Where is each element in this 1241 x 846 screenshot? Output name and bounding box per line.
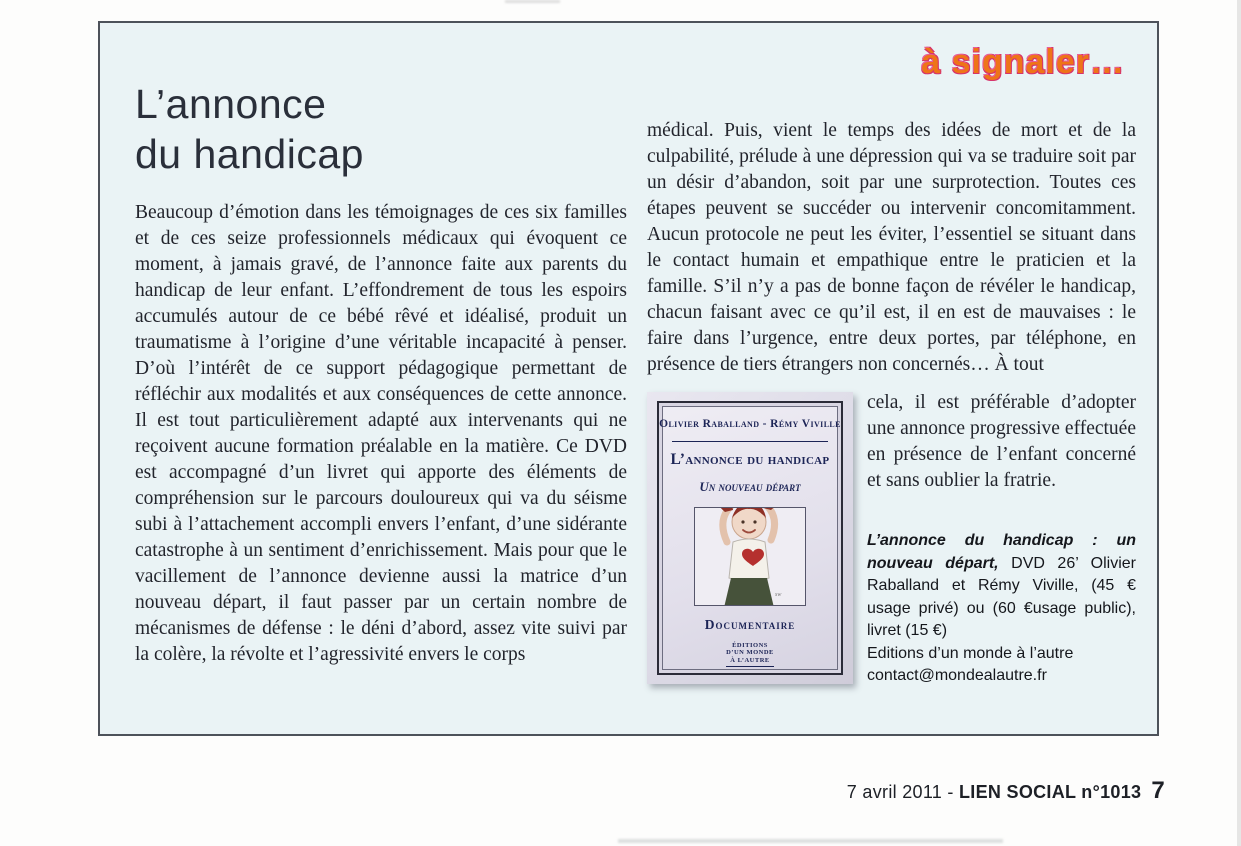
dvd-rule [672,441,828,442]
footer-date: 7 avril 2011 - [846,782,960,802]
dvd-publisher-logo [726,642,774,668]
dvd-subtitle: Un nouveau départ [699,478,801,494]
child-drawing-icon [697,507,803,606]
svg-text:sw: sw [775,592,782,599]
page-title-line1: L’annonce [135,81,327,127]
article-column-2-wrap: cela, il est préférable d’adopter une annonce progressive effectuée en présence de l’enfant concerné et sans oublier la fratrie. [867,392,1136,491]
scan-artifact-bottom [618,839,1003,843]
footer-page-number: 7 [1151,777,1165,804]
dvd-caption-title: L’annonce du handicap : un nouveau départ, [867,532,1136,572]
scan-artifact-top [505,0,560,3]
section-label: à signaler… [921,43,1125,81]
dvd-caption-details: DVD 26’ Olivier Raballand et Rémy Viville, (45 € usage privé) ou (60 €usage public), livret (15 €) [867,554,1136,639]
page-title-line2: du handicap [135,131,364,177]
dvd-authors: Olivier Raballand - Rémy Viville [659,418,841,430]
dvd-cover [647,392,853,684]
dvd-title: L’annonce du handicap [670,450,830,468]
article-column-1-text: Beaucoup d’émotion dans les témoignages de ces six familles et de ces seize professionnels médicaux qui évoquent ce moment, à jamais gravé, de l’annonce faite aux parents du handicap de leur enfant. L’effondrement de tous les espoirs accumulés autour de ce bébé rêvé et idéalisé, produit un traumatisme à l’origine d’une véritable incapacité à penser. D’où l’intérêt de ce support pédagogique permettant de réfléchir aux modalités et aux conséquences de cette annonce. Il est tout particulièrement adapté aux intervenants qui ne reçoivent aucune formation préalable en la matière. Ce DVD est accompagné d’un livret qui apporte des éléments de compréhension sur le parcours douloureux qui va du séisme subi à l’attachement accompli envers l’enfant, d’une sidérante catastrophe à un sentiment d’enrichissement. Mais pour que le vacillement de l’annonce devienne aussi la matrice d’un nouveau départ, il faut passer par un certain nombre de mécanismes de défense : le déni d’abord, assez vite suivi par la colère, la révolte et l’agressivité envers le corps [135,202,627,665]
dvd-publisher-line3: À L’AUTRE [730,656,770,664]
dvd-publisher-line2: D’UN MONDE [726,649,774,656]
article-column-2-intro: médical. Puis, vient le temps des idées de mort et de la culpabilité, prélude à une dépression qui va se traduire soit par un désir d’abandon, soit par une surprotection. Toutes ces étapes peuvent se succéder ou intervenir concomitamment. Aucun protocole ne peut les éviter, l’essentiel se situant dans le contact humain et empathique entre le praticien et la famille. S’il n’y a pas de bonne façon de révéler le handicap, chacun faisant avec ce qu’il est, il en est de mauvaises : le faire dans l’urgence, entre deux portes, par téléphone, en présence de tiers étrangers non concernés… À tout [647,120,1136,375]
footer-magazine: LIEN SOCIAL n°1013 [959,782,1142,802]
dvd-child-illustration [694,507,806,606]
scan-artifact-right-edge [1237,0,1241,846]
dvd-publisher-line1: ÉDITIONS [732,641,768,649]
dvd-caption-email: contact@mondealautre.fr [867,667,1047,684]
page-footer [847,777,1165,805]
article-column-1 [135,200,627,668]
page-title [135,79,364,179]
magazine-page-panel [98,21,1159,736]
dvd-caption [867,530,1136,688]
dvd-caption-publisher: Editions d’un monde à l’autre [867,644,1074,662]
dvd-genre: Documentaire [704,616,796,632]
dvd-caption-main [867,530,1136,643]
dvd-cover-frame [657,401,843,675]
article-column-2 [647,118,1136,694]
